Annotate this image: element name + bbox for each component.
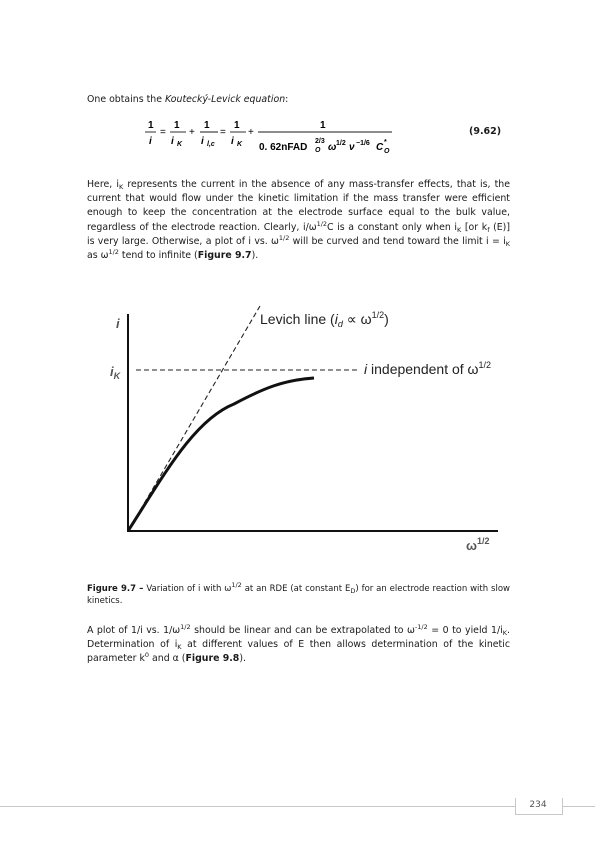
svg-text:0. 62nFAD: 0. 62nFAD (259, 142, 308, 153)
svg-text:i: i (171, 136, 174, 147)
svg-text:2/3: 2/3 (315, 138, 325, 145)
svg-text:K: K (237, 141, 243, 148)
svg-text:l,c: l,c (207, 141, 215, 148)
figure-9-7 (110, 300, 504, 560)
footer-rule (0, 806, 595, 807)
svg-text:K: K (177, 141, 183, 148)
koutecky-levich-equation (140, 112, 440, 160)
intro-text: One obtains the Koutecký-Levick equation: (87, 94, 289, 105)
svg-text:i: i (201, 136, 204, 147)
independent-label: i independent of $\omega^{1/2}$ (364, 360, 491, 377)
svg-text:1: 1 (204, 120, 210, 131)
svg-text:1: 1 (234, 120, 240, 131)
svg-text:1: 1 (174, 120, 180, 131)
x-axis-label: $\omega^{1/2}$ (466, 536, 490, 553)
svg-text:i: i (231, 136, 234, 147)
svg-text:+: + (248, 127, 254, 138)
svg-text:=: = (160, 127, 166, 138)
figure-ref: Figure 9.8 (185, 653, 240, 665)
svg-text:*: * (384, 139, 387, 146)
equation-number: (9.62) (469, 126, 502, 137)
svg-text:C: C (376, 142, 384, 153)
figure-caption: Figure 9.7 – Variation of i with $\omega^{1/2}$ at an RDE (at constant $E_D$) for an electrode reaction with slow kinetics. (87, 580, 510, 607)
svg-text:=: = (220, 127, 226, 138)
paragraph-2: A plot of 1/i vs. $1/\omega^{1/2}$ should be linear and can be extrapolated to $\omega^{-1/2} = 0$ to yield $1/i_K$. Determination of $i_K$ at different values of E then allows determination of the kinetic parameter $k^0$ and α (Figure 9.8). (87, 623, 511, 665)
svg-text:O: O (384, 148, 390, 155)
eq-lhs-den: i (149, 136, 152, 147)
svg-text:+: + (189, 127, 195, 138)
levich-label: Levich line $(i_d \propto \omega^{1/2})$ (260, 310, 389, 329)
svg-text:ν: ν (349, 142, 355, 153)
svg-text:O: O (315, 147, 321, 154)
paragraph-1: Here, $i_K$ represents the current in the absence of any mass-transfer effects, that is, the current that would flow under the kinetic limitation if the mass transfer were efficient enough to keep the concentration at the electrode surface equal to the bulk value, regardless of the electrode reaction. Clearly, $i/\omega^{1/2}C$ is a constant only when $i_K$ [or $k_f$ (E)] is very large. Otherwise, a plot of i vs. $\omega^{1/2}$ will be curved and tend toward the limit $i = i_K$ as $\omega^{1/2}$ tend to infinite (Figure 9.7). (87, 179, 511, 262)
svg-text:−1/6: −1/6 (356, 140, 370, 147)
ik-label: $i_K$ (110, 364, 121, 381)
y-axis-label: i (116, 316, 120, 331)
current-curve (128, 378, 314, 531)
figure-ref: Figure 9.7 (197, 250, 252, 262)
svg-text:ω: ω (328, 142, 337, 153)
page-number: 234 (529, 800, 547, 810)
svg-text:1: 1 (320, 120, 326, 131)
equation-name: Koutecký-Levick equation (164, 94, 286, 105)
svg-text:1/2: 1/2 (336, 140, 346, 147)
eq-lhs-num: 1 (148, 120, 154, 131)
